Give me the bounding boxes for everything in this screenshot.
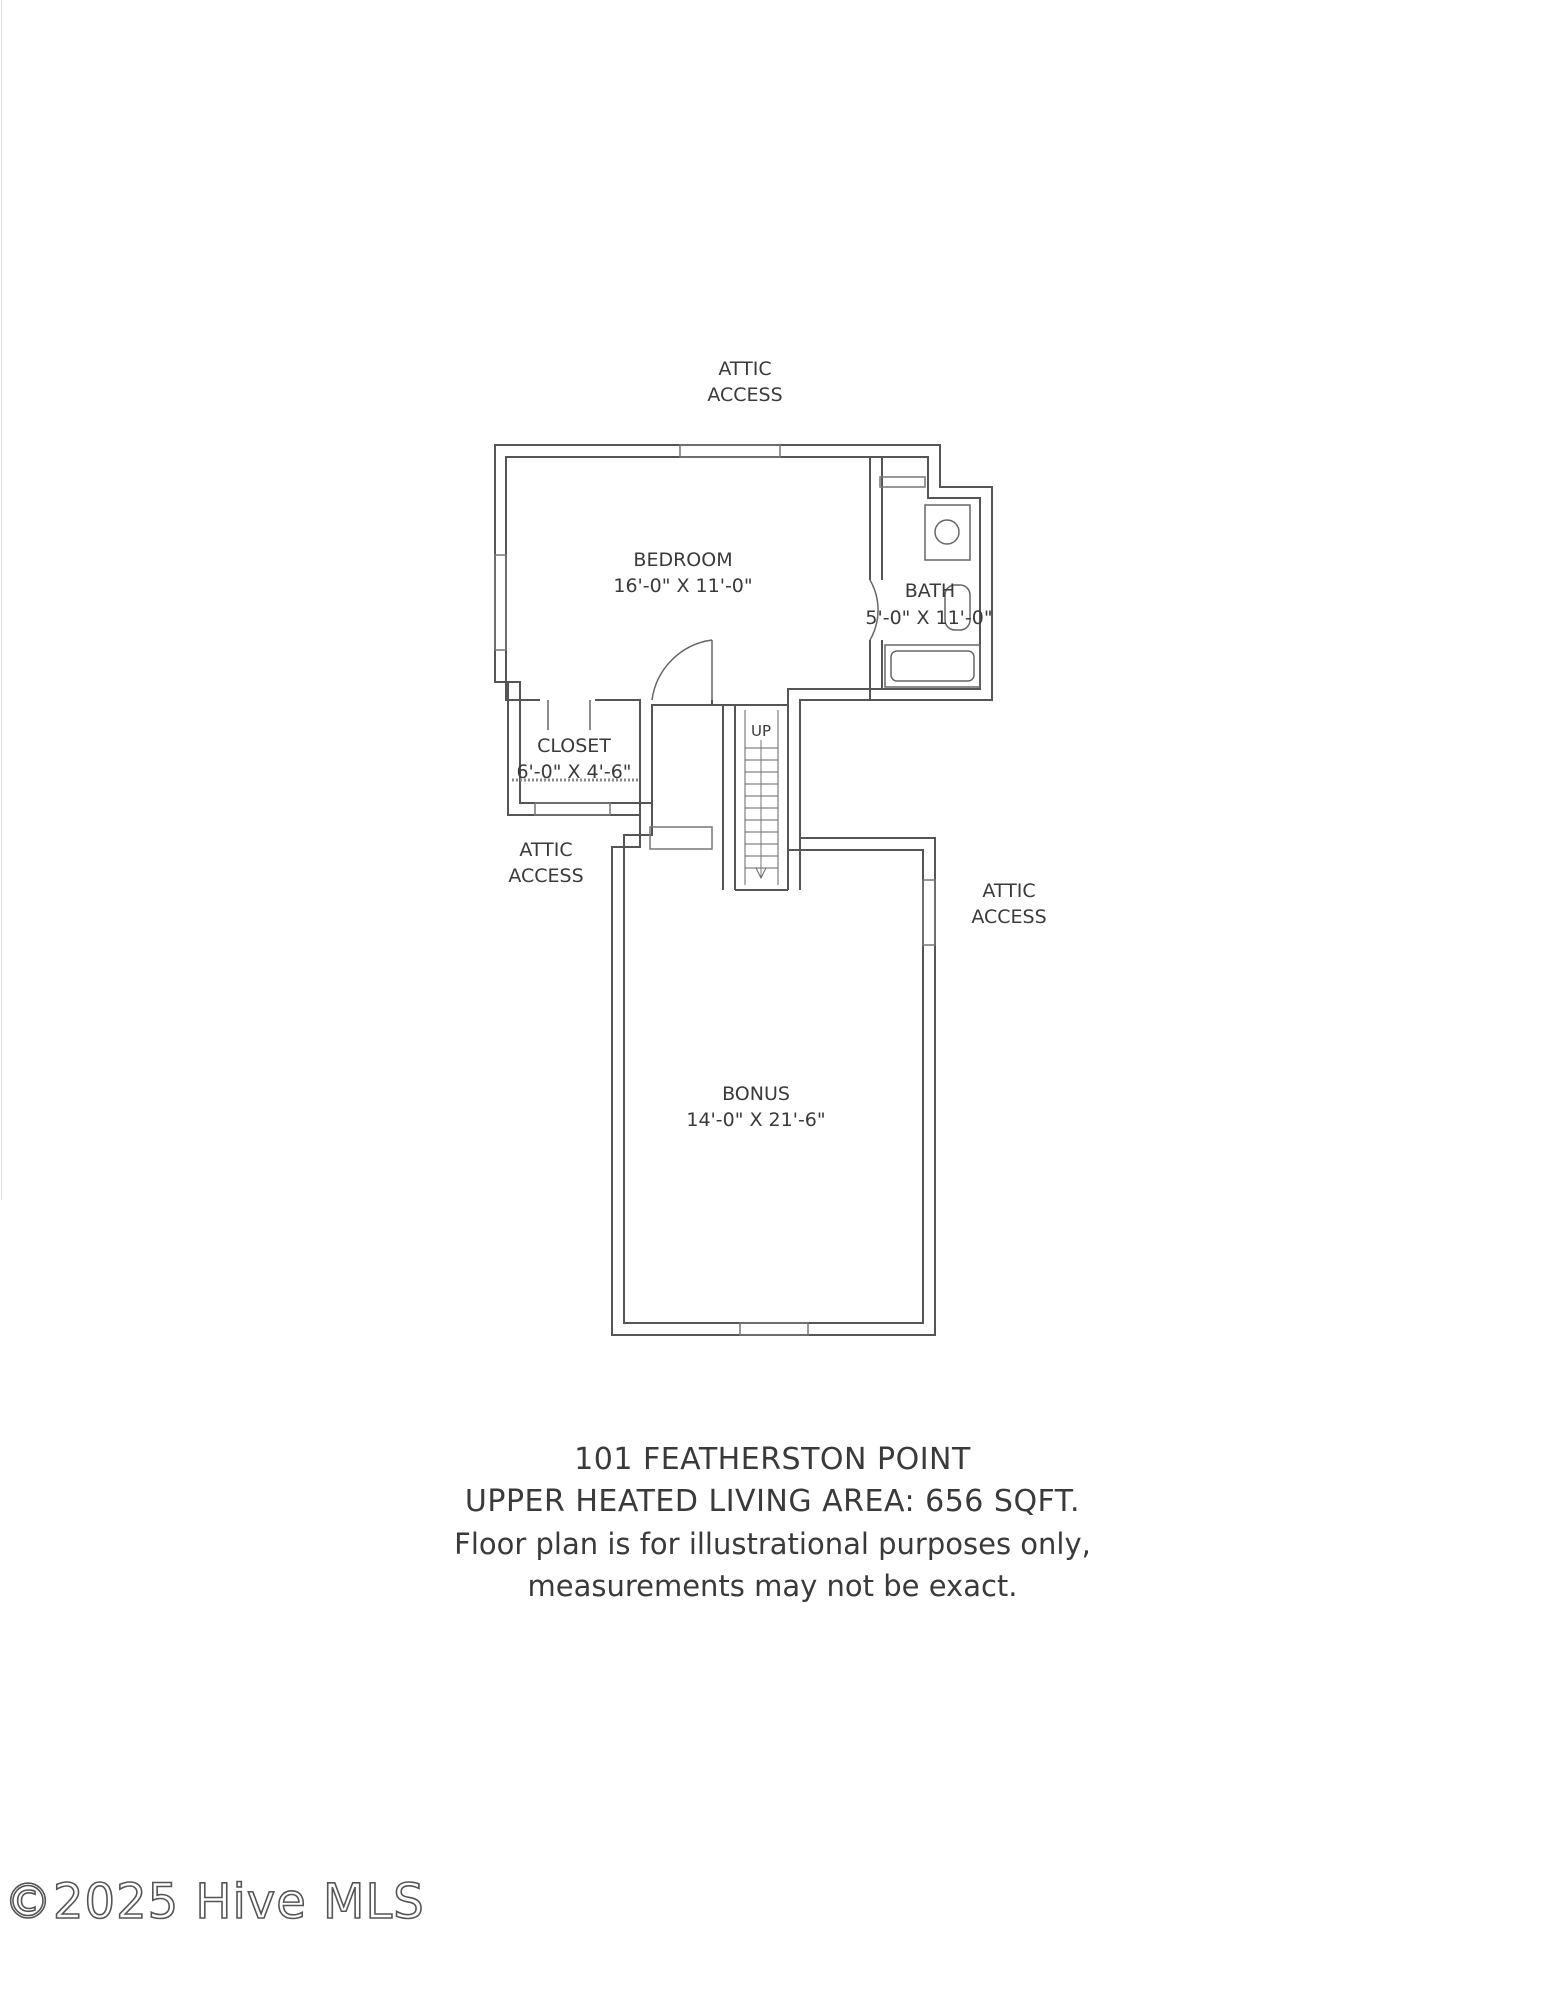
closet-door: [548, 700, 590, 730]
address-caption: 101 FEATHERSTON POINT: [574, 1442, 971, 1477]
doors: [548, 580, 878, 730]
sink-bowl: [935, 520, 959, 544]
stair-up-label: UP: [750, 722, 772, 740]
area-caption: UPPER HEATED LIVING AREA: 656 SQFT.: [464, 1484, 1081, 1519]
window-top: [680, 445, 780, 457]
hall-left-wall: [652, 700, 712, 835]
sink-vanity: [925, 505, 970, 560]
closet-name: CLOSET: [537, 735, 611, 757]
bath-dimensions: 5'-0" X 11'-0": [865, 607, 993, 629]
window-bath: [880, 477, 925, 487]
window-closet: [535, 803, 610, 815]
attic-right-label-2: ACCESS: [971, 906, 1047, 928]
attic-top-label-1: ATTIC: [718, 358, 772, 380]
window-bonus-right: [923, 880, 935, 945]
bonus-name: BONUS: [722, 1083, 790, 1105]
bedroom-name: BEDROOM: [633, 549, 733, 571]
disclaimer-line-2: measurements may not be exact.: [527, 1569, 1018, 1603]
window-bonus-bottom: [740, 1323, 808, 1335]
attic-left-label-1: ATTIC: [519, 839, 573, 861]
bonus-dimensions: 14'-0" X 21'-6": [686, 1109, 826, 1131]
copyright-watermark: ©2025 Hive MLS: [4, 1874, 425, 1930]
attic-hatch-left: [650, 827, 712, 849]
attic-right-label-1: ATTIC: [982, 880, 1036, 902]
attic-left-label-2: ACCESS: [508, 865, 584, 887]
window-bedroom-left: [495, 555, 506, 650]
stair-right-wall: [788, 705, 800, 890]
bedroom-bottom-wall: [712, 700, 788, 705]
disclaimer-line-1: Floor plan is for illustrational purposes only,: [454, 1527, 1091, 1561]
bath-name: BATH: [904, 580, 956, 602]
bedroom-dimensions: 16'-0" X 11'-0": [613, 575, 753, 597]
stair-left-wall: [723, 705, 735, 890]
attic-top-label-2: ACCESS: [707, 384, 783, 406]
bedroom-door-swing: [652, 640, 712, 700]
bedroom-closet-wall: [506, 682, 540, 700]
closet-dimensions: 6'-0" X 4'-6": [516, 761, 632, 783]
